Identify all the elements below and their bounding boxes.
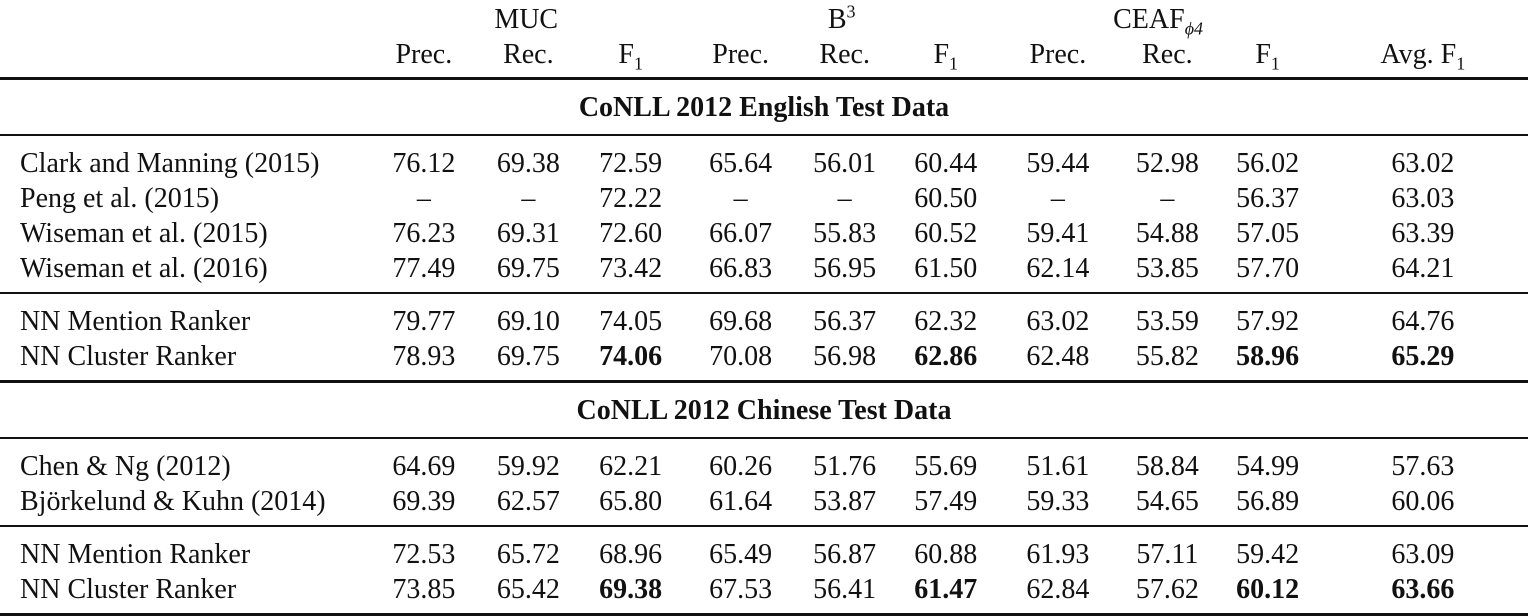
- score-cell: 59.92: [480, 438, 576, 484]
- score-cell: 79.77: [367, 293, 480, 339]
- score-cell: 64.76: [1318, 293, 1528, 339]
- score-cell: 60.50: [914, 183, 978, 214]
- score-cell: 69.39: [392, 486, 456, 517]
- system-name: NN Cluster Ranker: [0, 572, 367, 615]
- score-cell: 57.05: [1236, 218, 1300, 249]
- metric-group-header-row: [0, 0, 1528, 37]
- score-cell: 51.61: [998, 438, 1117, 484]
- score-cell: 63.09: [1318, 526, 1528, 572]
- score-cell: 63.39: [1391, 218, 1455, 249]
- score-cell: –: [837, 183, 852, 214]
- score-cell: 61.64: [709, 486, 773, 517]
- column-header: Prec.: [1029, 39, 1087, 70]
- score-cell: 68.96: [576, 526, 685, 572]
- score-cell: 57.62: [1117, 572, 1217, 615]
- score-cell: 63.02: [998, 293, 1117, 339]
- score-cell: 73.42: [599, 253, 663, 284]
- score-cell: 55.69: [893, 438, 998, 484]
- score-cell: 62.84: [998, 572, 1117, 615]
- score-cell: 62.57: [496, 486, 560, 517]
- system-name: Björkelund & Kuhn (2014): [20, 486, 326, 517]
- score-cell: 67.53: [685, 572, 796, 615]
- score-cell: 62.21: [576, 438, 685, 484]
- score-cell: 61.47: [893, 572, 998, 615]
- score-cell: 63.66: [1318, 572, 1528, 615]
- score-cell: 62.48: [1026, 341, 1090, 372]
- score-cell: 56.89: [1236, 486, 1300, 517]
- score-cell: 61.93: [998, 526, 1117, 572]
- score-cell: 65.49: [685, 526, 796, 572]
- column-header: $F_1$: [933, 39, 959, 74]
- score-cell: 59.33: [1026, 486, 1090, 517]
- table-row: [0, 135, 1528, 181]
- score-cell: 69.75: [496, 253, 560, 284]
- score-cell: 69.75: [496, 341, 560, 372]
- score-cell: 66.07: [709, 218, 773, 249]
- score-cell: 65.80: [599, 486, 663, 517]
- score-cell: –: [733, 183, 748, 214]
- score-cell: 64.69: [367, 438, 480, 484]
- score-cell: 56.41: [796, 572, 893, 615]
- score-cell: 69.31: [496, 218, 560, 249]
- score-cell: 56.87: [796, 526, 893, 572]
- column-header: Rec.: [503, 39, 554, 70]
- score-cell: 72.53: [367, 526, 480, 572]
- score-cell: 59.44: [998, 135, 1117, 181]
- score-cell: 58.84: [1117, 438, 1217, 484]
- column-header: Rec.: [1142, 39, 1193, 70]
- score-cell: 55.82: [1135, 341, 1199, 372]
- score-cell: 60.88: [893, 526, 998, 572]
- score-cell: 54.99: [1217, 438, 1317, 484]
- system-name: NN Mention Ranker: [0, 293, 367, 339]
- score-cell: 57.70: [1236, 253, 1300, 284]
- column-header: Rec.: [819, 39, 870, 70]
- score-cell: 64.21: [1391, 253, 1455, 284]
- score-cell: 69.38: [576, 572, 685, 615]
- score-cell: 77.49: [392, 253, 456, 284]
- score-cell: 55.83: [813, 218, 877, 249]
- group-muc: MUC: [494, 4, 559, 35]
- column-header: $F_1$: [1255, 39, 1280, 74]
- score-cell: 57.63: [1318, 438, 1528, 484]
- score-cell: 53.87: [813, 486, 877, 517]
- score-cell: 72.22: [599, 183, 663, 214]
- score-cell: 60.12: [1217, 572, 1317, 615]
- score-cell: 72.60: [599, 218, 663, 249]
- score-cell: 56.02: [1217, 135, 1317, 181]
- score-cell: 63.02: [1318, 135, 1528, 181]
- column-header: Prec.: [712, 39, 770, 70]
- score-cell: 60.26: [685, 438, 796, 484]
- table-row: [0, 251, 1528, 293]
- score-cell: –: [521, 183, 536, 214]
- table-row: [0, 216, 1528, 251]
- score-cell: 53.59: [1117, 293, 1217, 339]
- score-cell: 51.76: [796, 438, 893, 484]
- score-cell: 59.41: [1026, 218, 1090, 249]
- group-ceaf: $CEAF_{\phi 4}$: [1113, 4, 1204, 39]
- score-cell: 60.52: [914, 218, 978, 249]
- score-cell: 57.92: [1217, 293, 1317, 339]
- score-cell: 78.93: [392, 341, 456, 372]
- column-header: Avg. $F_1$: [1380, 39, 1466, 74]
- score-cell: 60.06: [1391, 486, 1455, 517]
- score-cell: 74.05: [576, 293, 685, 339]
- table-row: [0, 572, 1528, 615]
- score-cell: –: [1160, 183, 1175, 214]
- score-cell: 56.95: [813, 253, 877, 284]
- score-cell: 62.86: [914, 341, 978, 372]
- group-b3: $B^3$: [827, 1, 856, 35]
- score-cell: 57.11: [1117, 526, 1217, 572]
- column-header: Prec.: [395, 39, 453, 70]
- column-header-row: [0, 37, 1528, 79]
- system-name: NN Cluster Ranker: [20, 341, 237, 372]
- section-title: CoNLL 2012 Chinese Test Data: [0, 382, 1528, 439]
- section-title: CoNLL 2012 English Test Data: [0, 79, 1528, 136]
- score-cell: 69.68: [685, 293, 796, 339]
- score-cell: 52.98: [1117, 135, 1217, 181]
- column-header: $F_1$: [618, 39, 643, 74]
- score-cell: 62.14: [1026, 253, 1090, 284]
- section-header-row: [0, 382, 1528, 439]
- score-cell: 56.37: [796, 293, 893, 339]
- score-cell: 69.38: [480, 135, 576, 181]
- table-row: [0, 339, 1528, 382]
- score-cell: –: [1050, 183, 1065, 214]
- score-cell: 62.32: [893, 293, 998, 339]
- section-header-row: [0, 79, 1528, 136]
- table-row: [0, 438, 1528, 484]
- score-cell: 57.49: [914, 486, 978, 517]
- score-cell: 69.10: [480, 293, 576, 339]
- system-name: Wiseman et al. (2015): [20, 218, 268, 249]
- system-name: NN Mention Ranker: [0, 526, 367, 572]
- score-cell: 66.83: [709, 253, 773, 284]
- score-cell: 72.59: [576, 135, 685, 181]
- score-cell: 76.12: [367, 135, 480, 181]
- table-row: [0, 526, 1528, 572]
- table-row: [0, 293, 1528, 339]
- system-name: Wiseman et al. (2016): [20, 253, 268, 284]
- score-cell: 56.01: [796, 135, 893, 181]
- score-cell: 73.85: [367, 572, 480, 615]
- score-cell: 53.85: [1135, 253, 1199, 284]
- score-cell: 54.65: [1135, 486, 1199, 517]
- score-cell: 56.37: [1236, 183, 1300, 214]
- score-cell: 56.98: [813, 341, 877, 372]
- system-name: Chen & Ng (2012): [0, 438, 367, 484]
- score-cell: 65.72: [480, 526, 576, 572]
- score-cell: 58.96: [1236, 341, 1300, 372]
- score-cell: 74.06: [599, 341, 663, 372]
- score-cell: 59.42: [1217, 526, 1317, 572]
- score-cell: 65.64: [685, 135, 796, 181]
- table-body: [0, 79, 1528, 615]
- score-cell: 76.23: [392, 218, 456, 249]
- system-name: Peng et al. (2015): [20, 183, 220, 214]
- score-cell: 65.42: [480, 572, 576, 615]
- table-row: [0, 484, 1528, 526]
- score-cell: –: [416, 183, 431, 214]
- score-cell: 63.03: [1391, 183, 1455, 214]
- score-cell: 65.29: [1391, 341, 1455, 372]
- score-cell: 70.08: [709, 341, 773, 372]
- score-cell: 60.44: [893, 135, 998, 181]
- score-cell: 61.50: [914, 253, 978, 284]
- system-name: Clark and Manning (2015): [0, 135, 367, 181]
- score-cell: 54.88: [1135, 218, 1199, 249]
- table-row: [0, 181, 1528, 216]
